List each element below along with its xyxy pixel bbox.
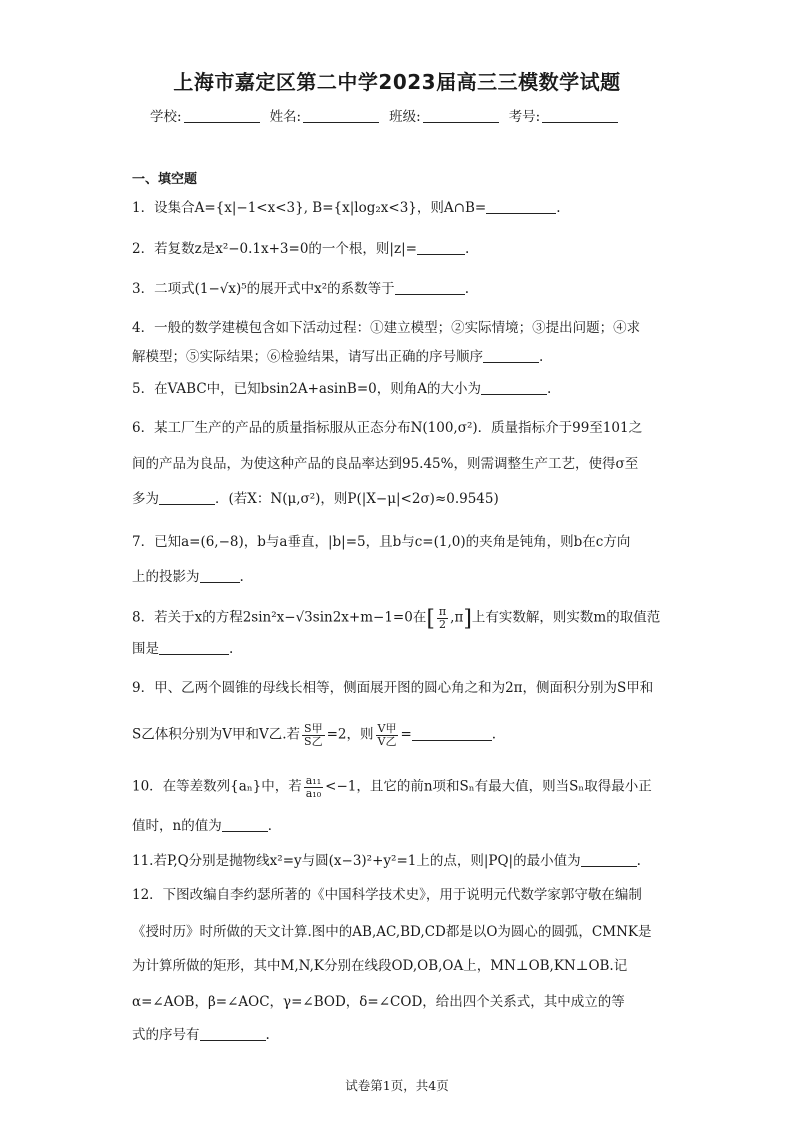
question-12-line-4: α=∠AOB，β=∠AOC，γ=∠BOD，δ=∠COD，给出四个关系式，其中成立的等 (132, 994, 625, 1010)
question-9-line-1: 9．甲、乙两个圆锥的母线长相等，侧面展开图的圆心角之和为2π，侧面积分别为S甲和 (132, 680, 654, 696)
page-footer: 试卷第1页，共4页 (345, 1078, 449, 1093)
question-1: 1．设集合A={x|−1<x<3}, B={x|log₂x<3}，则A∩B= . (132, 200, 561, 216)
question-9-line-2: S乙体积分别为V甲和V乙.若 $\frac{\text{S甲}}{\text{S乙}}$ =2，则 $\frac{\text{V甲}}{\text{V乙}}$ = . (132, 722, 497, 748)
question-12-line-3: 为计算所做的矩形，其中M,N,K分别在线段OD,OB,OA上，MN⊥OB,KN⊥OB.记 (132, 958, 628, 974)
student-info-row (150, 105, 618, 125)
class-field[interactable] (389, 105, 499, 125)
question-12-line-5: 式的序号有 . (132, 1027, 270, 1043)
question-2: 2．若复数z是x²−0.1x+3=0的一个根，则|z|= . (132, 241, 470, 257)
school-label: 学校: (150, 109, 182, 125)
exam-number-field[interactable] (509, 105, 619, 125)
question-7-line-2: 上的投影为 . (132, 569, 244, 585)
question-6-line-3: 多为 ．(若X：N(μ,σ²)，则P(|X−μ|<2σ)≈0.9545) (132, 491, 499, 507)
exam-number-label: 考号: (508, 109, 541, 125)
question-10-line-1: 10．在等差数列{aₙ}中，若 $\frac{\text{a₁₁}}{\text{a₁₀}}$ <−1，且它的前n项和Sₙ有最大值，则当Sₙ取得最小正 (132, 774, 652, 800)
interval-fraction: $\frac{\pi}{2}$ (438, 605, 447, 631)
name-label: 姓名: (269, 109, 302, 125)
school-field[interactable] (150, 105, 260, 125)
question-4-line-1: 4．一般的数学建模包含如下活动过程：①建立模型；②实际情境；③提出问题；④求 (132, 320, 641, 336)
question-12-line-2: 《授时历》时所做的天文计算.图中的AB,AC,BD,CD都是以O为圆心的圆弧，CMNK是 (132, 924, 652, 940)
question-7-line-1: 7．已知a=(6,−8)，b与a垂直，|b|=5，且b与c=(1,0)的夹角是钝角，则b在c方向 (132, 534, 631, 550)
question-3: 3．二项式(1−√x)⁵的展开式中x²的系数等于 . (132, 281, 469, 297)
question-12-line-1: 12．下图改编自李约瑟所著的《中国科学技术史》，用于说明元代数学家郭守敬在编制 (132, 887, 642, 903)
question-5: 5．在VABC中，已知bsin2A+asinB=0，则角A的大小为 . (132, 381, 552, 397)
class-label: 班级: (389, 109, 421, 125)
exam-title: 上海市嘉定区第二中学2023届高三三模数学试题 (173, 70, 621, 94)
question-6-line-1: 6．某工厂生产的产品的质量指标服从正态分布N(100,σ²)．质量指标介于99至101之 (132, 420, 643, 436)
question-11: 11.若P,Q分别是抛物线x²=y与圆(x−3)²+y²=1上的点，则|PQ|的最小值为 . (132, 853, 641, 869)
question-4-line-2: 解模型；⑤实际结果；⑥检验结果，请写出正确的序号顺序 . (132, 349, 544, 365)
name-field[interactable] (270, 105, 380, 125)
question-10-line-2: 值时，n的值为 ． (132, 818, 282, 834)
section-title: 一、填空题 (132, 172, 198, 187)
question-8-line-2: 围是 . (132, 641, 234, 657)
question-8-line-1: 8．若关于x的方程2sin²x−√3sin2x+m−1=0在[ $\frac{\pi}{2}$ ,π]上有实数解，则实数m的取值范 (132, 605, 661, 632)
question-6-line-2: 间的产品为良品，为使这种产品的良品率达到95.45%，则需调整生产工艺，使得σ至 (132, 456, 639, 472)
